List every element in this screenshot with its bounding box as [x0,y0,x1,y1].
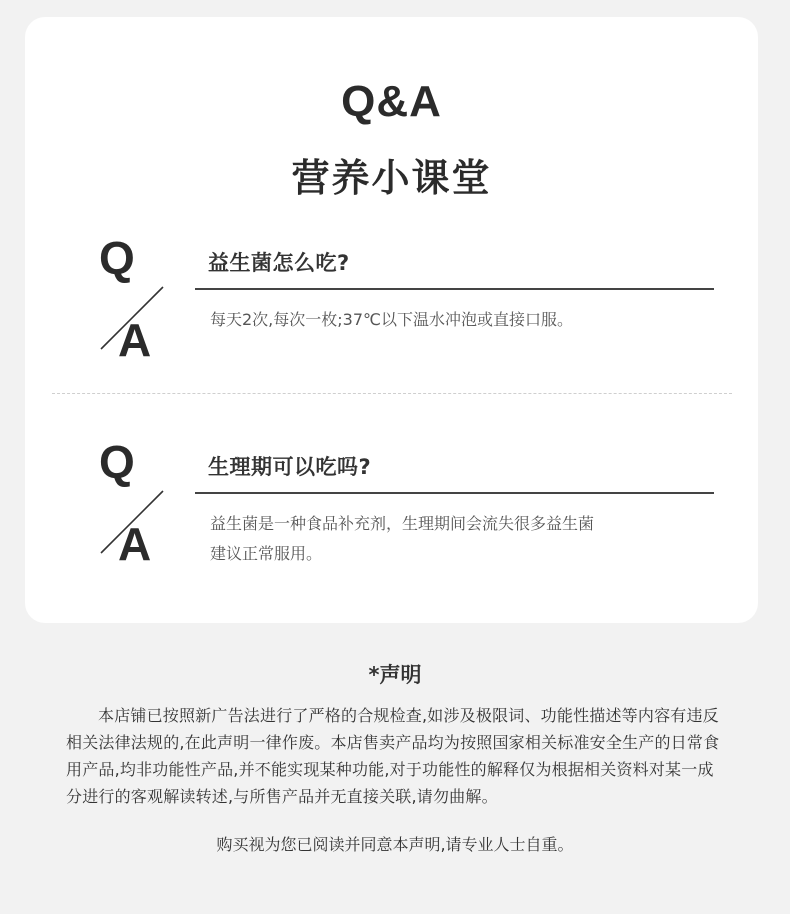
a-letter: A [118,518,152,570]
declaration-footer: 购买视为您已阅读并同意本声明,请专业人士自重。 [216,835,574,854]
question-text: 益生菌怎么吃? [208,251,350,275]
answer-line: 建议正常服用。 [210,544,323,563]
answer-line: 每天2次,每次一枚;37℃以下温水冲泡或直接口服。 [210,310,573,329]
q-letter: Q [99,436,135,488]
qa-item [25,232,758,385]
question-underline [195,288,714,290]
answer-text [210,305,573,335]
a-letter: A [118,314,152,366]
question-underline [195,492,714,494]
question-text: 生理期可以吃吗? [208,455,372,479]
qa-card [25,17,758,623]
section-divider [52,393,732,394]
page-title-cn: 营养小课堂 [291,156,492,200]
qa-item [25,436,758,589]
answer-text [210,509,594,569]
declaration-body: 本店铺已按照新广告法进行了严格的合规检查,如涉及极限词、功能性描述等内容有违反相关法律法规的,在此声明一律作废。本店售卖产品均为按照国家相关标准安全生产的日常食用产品,均非功能性产品,并不能实现某种功能,对于功能性的解释仅为根据相关资料对某一成分进行的客观解读转述,与所售产品并无直接关联,请勿曲解。 [66,706,720,806]
page-title-en: Q&A [341,77,442,126]
q-letter: Q [99,232,135,284]
answer-line: 益生菌是一种食品补充剂，生理期间会流失很多益生菌 [210,514,595,533]
declaration-title: *声明 [368,663,422,687]
